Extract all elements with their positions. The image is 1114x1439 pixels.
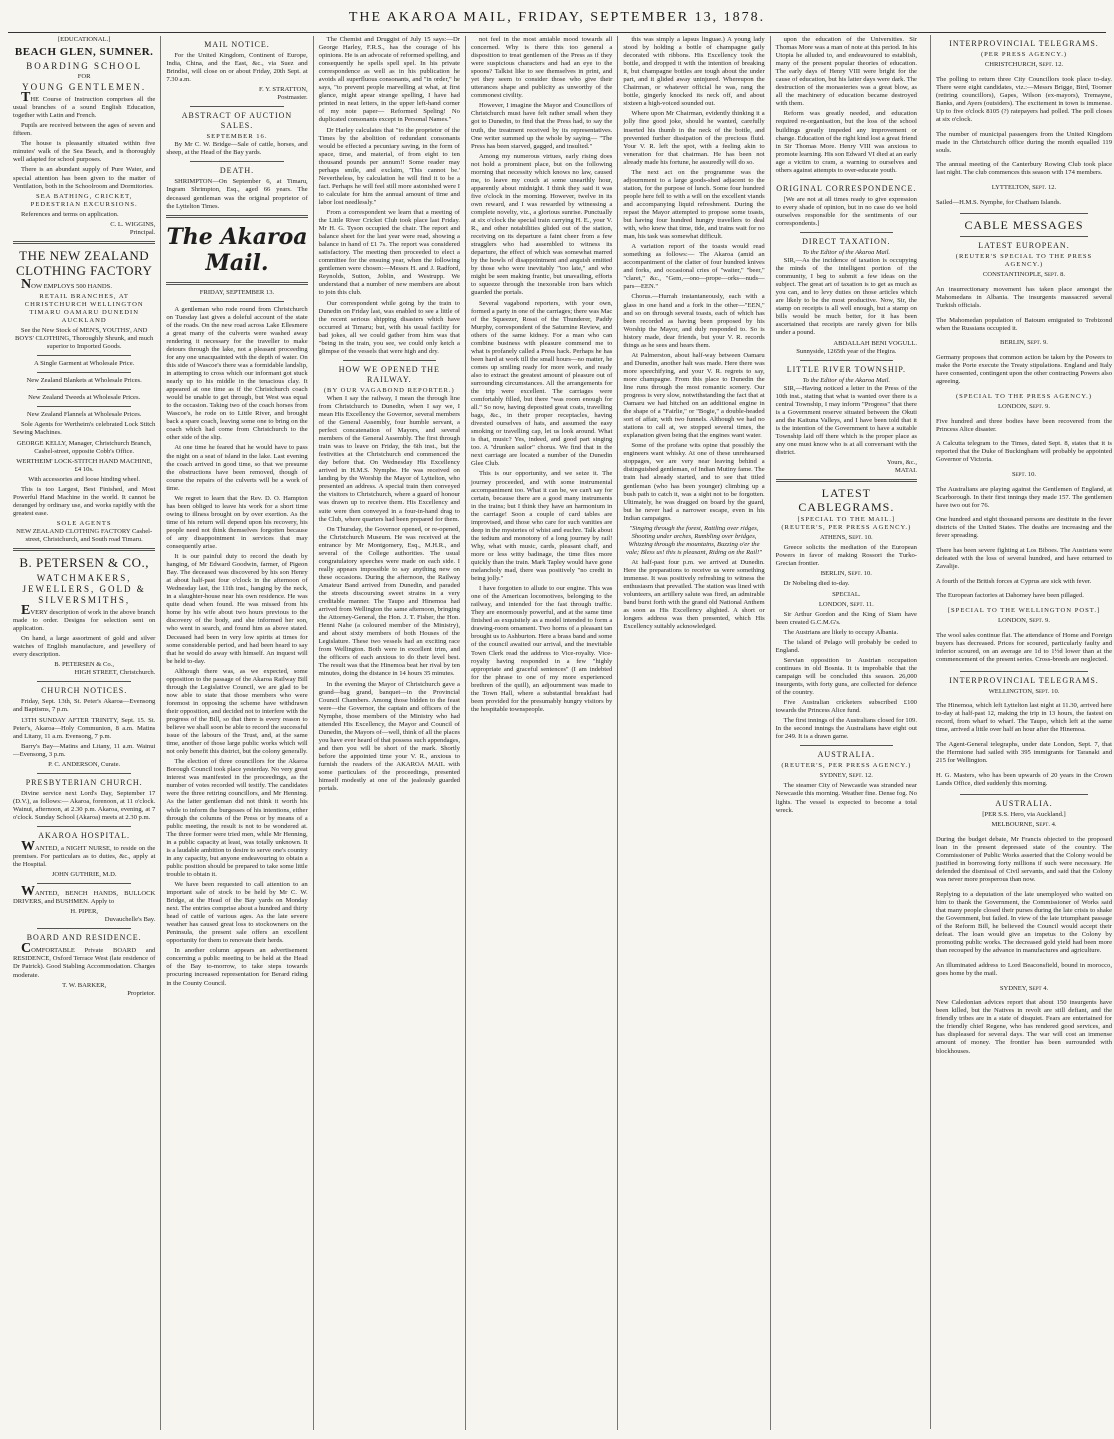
school-sign: C. L. WIGGINS, — [110, 220, 156, 228]
dateline: CONSTANTINOPLE, Sept. 8. — [982, 271, 1066, 279]
cable-text: Servian opposition to Austrian occupation continues in old Bosnia. It is improbable that the campaign will be concluded this season. 26,000 insurgents, with forty guns, are collected for defence of the country. — [775, 656, 917, 697]
cable-text: Five Australian cricketers subscribed £100 towards the Princess Alice fund. — [775, 699, 917, 715]
little-river-text: SIR,—Having noticed a letter in the Press of the 10th inst., stating that what is wanted over there is a central Township, I may inform "Progress" that there is a Government reserve situated between the Okuti and the Kaituna Valleys, and I have been told that it is the intention of the Government to have a suitable Township laid off there which is the proper place as any one must know who is at all conversant with the district. — [775, 384, 917, 457]
dateline: CHRISTCHURCH, Sept. 12. — [984, 61, 1064, 69]
date-line: FRIDAY, SEPTEMBER 13. — [199, 288, 275, 296]
divider — [800, 179, 893, 180]
divider — [37, 372, 131, 373]
bench-addr: Duvauchelle's Bay. — [104, 916, 156, 924]
factory-name: THE NEW ZEALAND CLOTHING FACTORY — [15, 247, 153, 278]
little-river-name: MATAI. — [894, 467, 917, 475]
petersen-addr: HIGH STREET, Christchurch. — [74, 669, 156, 677]
australia-sub: (REUTER'S, PER PRESS AGENCY.) — [781, 762, 912, 770]
article-paragraph: It is our painful duty to record the death by hanging, of Mr Edward Goodwin, farmer, of Pigeon Bay. The deceased was discovered by his son Henry at about half-past four o'clock in the afternoon of Wednesday last, the 11th inst., hanging by the neck, in a slaughter-house near his own residence. He was quite dead when found. He was missed from his home by his wife about two hours previous to the discovery of the body, and she informed her son, who went in search, and found him as above stated. Deceased had been in very low spirits at times for some considerable period, and had been heard to say that he would do away with himself. An inquest will be held to-day. — [166, 553, 308, 665]
divider — [37, 406, 131, 407]
cable-text: The island of Pelago will probably be ceded to England. — [775, 638, 917, 654]
telegram-text: The polling to return three City Councillors took place to-day. There were eight candidates, viz.:—Messrs Brigge, Bird, Toomer (retiring councillors), Gapes, Wilson (ex-mayors), Tremayne, Banks, and Ayers (outsiders). The excitement in town is immense. Up to five o'clock 8105 (?) ratepayers had polled. The poll closes at six o'clock. — [936, 75, 1112, 123]
column-1 — [8, 36, 160, 1430]
wertheim-title: WERTHEIM' LOCK-STITCH HAND MACHINE, £4 10s. — [16, 457, 153, 473]
divider — [37, 389, 131, 390]
cable-text: The first innings of the Australians closed for 109. In the second innings the Australians have eight out for 249. It is a drawn game. — [775, 717, 917, 741]
sole-agents: SOLE AGENTS — [56, 519, 112, 527]
factory-line-4: New Zealand Flannels at Wholesale Prices. — [26, 411, 142, 419]
divider — [800, 232, 893, 233]
school-name: BEACH GLEN, SUMNER. — [14, 46, 154, 59]
mail-heading: MAIL NOTICE. — [204, 40, 270, 49]
article-paragraph: A gentleman who rode round from Christchurch on Tuesday last gives a doleful account of the state of the roads. On the new road across Lake Ellesmere a great many of the culverts were washed away rendering it necessary for the traveller to make detours through the lake, not a pleasant proceeding for any one unacquainted with the depth of water. On this side of Wascoe's there was a formidable landslip, in attempting to cross which our informant got stuck nearly up to his middle in the tenacious clay. It appeared at one time as if the Christchurch coach would be unable to get through, but West was equal to the occasion. Taking two of the coach horses from Wascoe's, he rode on to Little River, and brought back a spare coach, leaving some one to bring on the coach which had come from Christchurch to the other side of the slip. — [166, 305, 308, 442]
taxation-text: SIR,—As the incidence of taxation is occupying the minds of the intelligent portion of the community, I beg to submit a few ideas on the subject. The great art of taxation is to get as much as you can, and to levy duties on those articles which are likely to be the most productive. Now, Sir, the stamp on receipts is all well enough, but a stamp on bills would be much better, for it has been ascertained that receipts are rarely given for bills under a pound. — [775, 257, 917, 337]
board-heading: BOARD AND RESIDENCE. — [26, 933, 142, 943]
hero-sub: [PER S.S. Hero, via Auckland.] — [982, 811, 1066, 819]
sole-agents-2: NEW ZEALAND CLOTHING FACTORY Cashel-street, Christchurch, and South road Timaru. — [16, 527, 153, 544]
factory-line-3: New Zealand Tweeds at Wholesale Prices. — [28, 394, 141, 402]
telegram-text: H. G. Masters, who has been upwards of 20 years in the Crown Lands Office, died suddenly this morning. — [936, 771, 1112, 787]
article-paragraph: not feel in the most amiable mood towards all concerned. Why is there this too general a disposition to treat gentlemen of the Press as if they were suspicious characters and had an eye to the spoons? Talkist like to see themselves in print, and yet they seem to consider those who give their utterances shape and publicity as unworthy of the commonest civility. — [470, 36, 613, 100]
cable-text: Dr Nobeling died to-day. — [783, 580, 850, 588]
dateline: SYDNEY, Sept. 12. — [819, 772, 873, 780]
column-7 — [930, 35, 1114, 1429]
school-sports: SEA BATHING, CRICKET, PEDESTRIAN EXCURSIONS. — [30, 192, 138, 208]
article-paragraph: Among my numerous virtues, early rising does not hold a prominent place, but on the following morning that necessity which knows no law, caused me, to leave my couch at some unearthly hour, apparently about midnight. I think they said it was five o'clock in the morning. However, twelve in its own reward, and I was rewarded by witnessing a complete novelty, viz., a glorious sunrise. Punctually at six o'clock the special train carrying H. E., your V. R., and other notabilities glided out of the station, receiving on its departure a faint cheer from a few stragglers who had assembled to witness its departure, the effect of which was somewhat marred by the howls of disappointment and anguish emitted by those who were inevitably "too late," and who might be seen making frantic, but unavailing, efforts to squeeze through the inexorable iron bars which guarded the portals. — [470, 152, 613, 297]
factory-stock: See the New Stock of MEN'S, YOUTHS', AND BOYS' CLOTHING, Thoroughly Shrunk, and much superior to Imported Goods. — [15, 327, 154, 351]
death-text: SHRIMPTON—On September 6, at Timaru, Ingram Shrimpton, Esq., aged 66 years. The deceased gentleman was the original proprietor of the Lyttelton Times. — [166, 178, 308, 210]
article-paragraph: In another column appears an advertisement concerning a public meeting to be held at the Head of the Bay to-morrow, to take steps towards procuring increased representation for Berard riding in the County Council. — [166, 947, 308, 987]
telegram-text: A Calcutta telegram to the Times, dated Sept. 8, states that it is reported that the Duke of Buckingham will probably be appointed Governor of Victoria. — [936, 440, 1112, 464]
article-paragraph: The election of three councillors for the Akaroa Borough Council took place yesterday. No very great interest was manifested in the proceedings, as the number of votes recorded will testify. The candidates were the three retiring councillors, and Mr Henning. As the latter gentleman did not think it worth his while to inform the burgesses of his intentions, either through the columns of the Press or by means of a public meeting, the result is not to be wondered at. The three former were tried men, while Mr Henning, in a public capacity at least, was totally unknown. It is a laudable ambition to desire to serve one's country in any capacity, but anyone endeavouring to obtain a public position should be prepared to take some little trouble to obtain it. — [166, 758, 308, 878]
school-for: FOR — [77, 73, 91, 81]
article-paragraph: However, I imagine the Mayor and Councillors of Christchurch must have felt rather small when they got to Dunedin, to find that the Press had, to say the truth, the treatment received by its representatives. One writer summed up the whole by saying— "The Press has been starved, gagged, and insulted." — [470, 102, 613, 150]
taxation-addr: Sunnyside, 1265th year of the Hegira. — [796, 347, 897, 355]
article-paragraph: The Chemist and Druggist of July 15 says:—Dr George Harley, F.R.S., has the courage of his opinions. He is an advocate of reformed spelling, and consequently he spells spell spel. In his private correspondence as well as in his publication he avoids all superfluous consonants, and "in order," he says, "to prevent people marvelling at what, at first glance, might apear strange spelling, I have had printed in neat letters, in the upper left-hand corner of my note paper— Reformed Speling! No duplicated consonants except in Personal Names." — [318, 36, 460, 124]
article-paragraph: A variation report of the toasts would read something as follows:— The Akaroa (amid an accompaniment of the clatter of four hundred knives and forks, and occasional cries of "waiter," "beer," "claret," &c., "Gem,—ono—prope—orks—nuds—pars—EEN." — [623, 243, 765, 291]
school-role: Principal. — [129, 228, 156, 236]
dateline: Sept. 10. — [1011, 470, 1037, 478]
article-paragraph: From a correspondent we learn that a meeting of the Little River Cricket Club took place last Friday. Mr H. G. Tyson occupied the chair. The report and balance sheet for the last year were read, showing a balance in hand of £1 7s. The report was considered satisfactory. The meeting then proceeded to elect a committee for the ensuing year, when the following gentlemen were chosen:—Messrs H. and J. Radford, Reynolds, Sutton, Joblin, and Westrupp. We understand that a number of new members are about to join this club. — [318, 208, 460, 297]
dateline: ATHENS, Sept. 10. — [819, 534, 873, 542]
article-paragraph: When I say the railway, I mean the through line from Christchurch to Dunedin, when I say we, I mean His Excellency the Governor, several members of the General Assembly, four humble servant, a perfect concatenation of Mayors, and several members of the General Assembly. The first through train was to leave on Friday, the 6th inst., but the festivities at the Christchurch end commenced the day before that. On Wednesday His Excellency arrived in H.M.S. Nymphe. He was received on landing by the Worship the Mayor of Lyttelton, who presented an address. A special train then conveyed the visitors to Christchurch, where a guard of honour was drawn up to receive them. His Excellency and suite were then conveyed in a four-in-hand drag to the Club, where quarters had been prepared for them. — [318, 394, 460, 523]
australia-heading: AUSTRALIA. — [817, 750, 875, 760]
dateline: MELBOURNE, Sept. 4. — [991, 821, 1057, 829]
telegram-text: Germany proposes that common action be taken by the Powers to make the Porte execute the Treaty stipulations. England and Italy have consented, contingent upon the other contracting Powers also agreeing. — [936, 354, 1112, 386]
factory-branches: RETAIL BRANCHES, AT CHRISTCHURCH WELLINGTON TIMARU OAMARU DUNEDIN AUCKLAND — [24, 292, 144, 325]
columns — [8, 36, 922, 1430]
article-paragraph: upon the education of the Universities. Sir Thomas More was a man of note at this period. In his Utopia he alluded to, and endeavoured to establish, many of the present popular theories of education. The early days of Henry VIII were bright for the cause of education, but his latter days were dark. The destruction of the monasteries was a great blow, as all the machinery of education became destroyed with them. — [775, 36, 917, 108]
article-paragraph: At Palmerston, about half-way between Oamaru and Dunedin, another halt was made. Here there was more speechifying, and your V. R. regrets to say, more champagne. From this place to Dunedin the line runs through the most romantic scenery. Our progress is very slow, notwithstanding the fact that at Oamaru we had hitched on an additional engine in the shape of a "Fairlie," or "Bogie," a double-headed sort of affair, with two funnels. Although we had no stations to call at, we stopped several times, the explanation given being that the engines want water. — [623, 351, 765, 440]
petersen-text-2: On hand, a large assortment of gold and silver watches of English manufacture, and jewellery of every description. — [13, 635, 156, 659]
telegram-text: Five hundred and three bodies have been recovered from the Princess Alice disaster. — [936, 417, 1112, 433]
wertheim-text: This is too Largest, Best Finished, and Most Powerful Hand Machine in the world. It cannot be deranged by ordinary use, and works rapidly with the greatest ease. — [13, 485, 156, 517]
educational-label: [EDUCATIONAL.] — [57, 36, 111, 43]
divider — [13, 241, 155, 244]
cable-messages-heading: CABLE MESSAGES — [964, 218, 1084, 233]
cable-text: The Austrians are likely to occupy Albania. — [783, 628, 899, 636]
masthead: THE AKAROA MAIL, FRIDAY, SEPTEMBER 13, 1878. — [8, 4, 1106, 33]
telegram-text: An illuminated address to Lord Beaconsfield, bound in morocco, goes home by the mail. — [936, 961, 1112, 977]
column-5 — [617, 36, 769, 1430]
little-river-heading: LITTLE RIVER TOWNSHIP. — [786, 364, 906, 374]
poem: "Singing through the forest, Rattling over ridges, Shooting under arches, Rumbling over bridges, Whizzing through the mountains, Buzzing o'er the vale; Bless us! this is pleasant, Riding on the Rail!" — [625, 524, 763, 556]
article-paragraph: Dr Harley calculates that "to the proprietor of the Times by the abolition of redundant consonants would be effected a pecuniary saving, in the form of space, time, and material, of from eight to ten thousand pounds per annum!! Some reader may perhaps smile, and exclaim, 'This cannot be.' Nevertheless, by calculation he will find it to be a fact. Perhaps he will feel still more astonished were I to calculate for him the annual amount of time and labor lost needlessly." — [318, 126, 460, 206]
dateline: BERLIN, Sept. 9. — [1000, 339, 1048, 347]
hospital-text: WANTED, a NIGHT NURSE, to reside on the premises. For particulars as to duties, &c., apply at the Hospital. — [13, 839, 156, 869]
auction-date: SEPTEMBER 16. — [206, 133, 268, 141]
article-paragraph: this was simply a lapsus linguae.) A young lady stood by holding a bottle of champagne gaily decorated with ribbons. His Excellency took the bottle, and dropped it with the intention of breaking it, but champagne bottles are tough about the under part, and it glided away uninjured. Whereupon the Chairman, or whatever official he was, rang the bottle, gingerly knocked its neck off, and about sixteen a high-voiced sounded out. — [623, 36, 765, 108]
taxation-to: To the Editor of the Akaroa Mail. — [802, 248, 891, 256]
taxation-sign: ABDALLAH BENI VOGULL. — [833, 339, 917, 347]
wellington-post-sub: [SPECIAL TO THE WELLINGTON POST.] — [947, 607, 1101, 615]
latest-sub-2: (REUTER'S, PER PRESS AGENCY.) — [781, 524, 912, 532]
article-paragraph: This is our opportunity, and we seize it. The journey proceeded, and with some instrumental accompaniment too. What it can be, we can't say for certain, because there are a good many instruments in the trains; but I think they have an harmonium in the carriage! Soon a couple of card tables are improvised, and those who care for such vanities are deep in the mysteries of whist and euchre. Talk about the tedium and monotony of a long journey by rail! Why, what with music, cards, pleasant chaff, and more or less witty badinage, the time flies more quickly than the train. Mark Tapley would have gone melancholy mad, there was positively "no credit in being jolly." — [470, 470, 613, 583]
school-text-2: Pupils are received between the ages of seven and fifteen. — [13, 122, 156, 138]
railway-byline: (BY OUR VAGABOND REPORTER.) — [323, 386, 455, 394]
petersen-name: B. PETERSEN & CO., — [19, 555, 149, 571]
divider — [960, 671, 1088, 672]
telegram-text: The number of municipal passengers from the United Kingdom made in the Christchurch office during the month equalled 119 souls. — [936, 130, 1112, 154]
interprovincial-heading: INTERPROVINCIAL TELEGRAMS. — [949, 39, 1099, 48]
presby-text: Divine service next Lord's Day, September 17 (D.V.), as follows:— Akaroa, forenoon, at 11 o'clock. Wainui, afternoon, at 2.30 p.m. Akaroa, evening, at 7 o'clock. Sunday School (Akaroa) meets at 2.30 p.m. — [13, 789, 156, 821]
church-text-3: Barry's Bay—Matins and Litany, 11 a.m. Wainui—Evensong, 3 p.m. — [13, 742, 156, 758]
divider — [190, 106, 283, 107]
factory-agents: Sole Agents for Wertheim's celebrated Lock Stitch Sewing Machines. — [13, 421, 156, 437]
railway-heading: HOW WE OPENED THE RAILWAY. — [338, 364, 440, 384]
little-river-to: To the Editor of the Akaroa Mail. — [802, 376, 891, 384]
column-2 — [160, 36, 312, 1430]
mail-sign: F. Y. STRATTON, — [259, 86, 308, 94]
school-refs: References and terms on application. — [21, 210, 119, 218]
divider — [37, 773, 131, 774]
dateline: LYTTELTON, Sept. 12. — [991, 183, 1057, 191]
cable-text: Greece solicits the mediation of the European Powers in favor of making Rossori the Turko-Grecian frontier. — [775, 544, 917, 568]
board-text: COMFORTABLE Private BOARD and RESIDENCE, Oxford Terrace West (late residence of Dr Patrick). Good Stabling Accommodation. Charges moderate. — [13, 941, 156, 979]
divider — [37, 355, 131, 356]
telegram-text: The annual meeting of the Canterbury Rowing Club took place last night. The club commences this season with 174 members. — [936, 161, 1112, 177]
article-paragraph: In the evening the Mayor of Christchurch gave a grand—bag grand, banquet—in the Provincial Council Chambers. Among those bidden to the feast were—the Governor, the captain and officers of the Nymphe, those members of the Ministry who had attended His Excellency, the Mayor and Council of Dunedin, the Mayors of—well, think of all the places you have ever heard of that possess such appendages, and then you will be short of the mark. Shortly before the appointed time your V. R., anxious to furnish the readers of the AKAROA MAIL with some particulars of the proceedings, presented himself modestly at one of the jealously guarded portals. — [318, 680, 460, 793]
article-paragraph: Reform was greatly needed, and education required re-organisation, but the loss of the school buildings greatly impeded any improvement or change. Education of the right kind lost a great friend in Sir Thomas More. Henry VIII was anxious to promote learning. His son Edward VI died at an early age a victim to cram, a warning to ourselves and others against attempts to over-educate youth. — [775, 110, 917, 174]
church-text-2: 13TH SUNDAY AFTER TRINITY, Sept. 15. St. Peter's, Akaroa—Holy Communion, 8 a.m. Matins and Litany, 11 a.m. Evensong, 7 p.m. — [13, 716, 156, 740]
wertheim-sub: With accessories and loose hinding wheel. — [28, 475, 141, 483]
dateline: WELLINGTON, Sept. 10. — [988, 687, 1060, 695]
presby-heading: PRESBYTERIAN CHURCH. — [25, 777, 143, 787]
factory-line-2: New Zealand Blankets at Wholesale Prices. — [26, 377, 142, 385]
divider — [800, 745, 893, 746]
mail-text: For the United Kingdom, Continent of Europe, India, China, and the East, &c., via Suez and Brindisi, will close on or about Friday, 20th Sept. at 7.30 a.m. — [166, 52, 308, 84]
latest-european-heading: LATEST EUROPEAN. — [978, 241, 1070, 251]
telegram-text: An insurrectionary movement has taken place amongst the Mahomedans in Albania. The insurgents massacred several Turkish officials. — [936, 286, 1112, 310]
article-paragraph: We have been requested to call attention to an important sale of stock to be held by Mr C. W. Bridge, at the Head of the Bay yards on Monday next. The entries comprise about a hundred and thirty head of cattle of various ages. As the late severe weather has caused great loss to stockowners on the Peninsula, the present sale offers an excellent opportunity for them to renovate their herds. — [166, 880, 308, 945]
article-paragraph: Several vagabond reporters, with your own, formed a party in one of the carriages; there was Mac of the Squeezer, Rossi of the Thunderer, Paddy Murphy, correspondent of the Saturnine Review, and others of the same kidney. For a man who can combine business with pleasure commend me to what is profanely called a Press hack. Perhaps he has been hard at work till the small hours—no matter, he comes up smiling ready for more work, and ready also to extract the greatest amount of pleasure out of surrounding circumstances. All the arrangements for the trip were excellent. The carriages were comfortably filled, but there "was room enough for all." So now, having deposited great coats, travelling bags, &c., in their proper receptacles, having divested ourselves of hats, and assumed the easy smoking or travelling cap, let us look around. What is that, music? Yes, indeed, and good part singing too. A "drunken sailor" chorus. We find that in the next carriage are located a number of the Dunedin Glee Club. — [470, 299, 613, 468]
column-3 — [313, 36, 465, 1430]
article-paragraph: At half-past four p.m. we arrived at Dunedin. Here the preparations to receive us were something immense. It was positively refreshing to witness the enthusiasm that prevailed. The station was lined with volunteers, an artillery salute was fired, an admirable band burst forth with the grand old National Anthem as soon as His Excellency alighted. A short or longers address was then presented, which His Excellency suitably acknowledged. — [623, 558, 765, 631]
cable-text: The steamer City of Newcastle was stranded near Newcastle this morning. Weather fine. Dense fog. No lights. The vessel is expected to become a total wreck. — [775, 782, 917, 814]
church-heading: CHURCH NOTICES. — [41, 686, 128, 696]
article-paragraph: Although there was, as we expected, some opposition to the passage of the Akaroa Railway Bill through the Legislative Council, we are glad to be now able to state that those members who were foremost in opposing the scheme have withdrawn their opposition, and decided not to interfere with the progress of the Bill, so that there is every reason to believe we shall soon be able to record the successful issue of the labours of the Trust, and, at the same time, another of those large public works which will not only benefit this district, but the colony generally. — [166, 667, 308, 756]
petersen-text: EVERY description of work in the above branch made to order. Designs for selection sent on application. — [13, 603, 156, 633]
dateline: BERLIN, Sept. 10. — [820, 570, 872, 578]
article-paragraph: Some of the profane wits opine that possibly the engineers want whisky. At one of these unrehearsed stoppages, we are very near leaving behind a distinguished gentleman, of Indian Mutiny fame. The train had already started, and to see that titled gentleman (who has been younger) climbing up a bush path to catch it, was a sight not to be forgotten. Ultimately, he was dragged on board by the guard, but he never had a narrower escape, even in his Indian campaigns. — [623, 442, 765, 522]
death-heading: DEATH. — [219, 166, 255, 176]
article-paragraph: Chorus.—Hurrah instantaneously, each with a glass in one hand and a fork in the other—"EEN," and so on through several toasts, each of which has been recorded as having been proposed by his Worship the Mayor, and duly responded to. So is history made, dear friends, but your V. R. records things as he sees and hears them. — [623, 293, 765, 349]
school-who: YOUNG GENTLEMEN. — [22, 82, 147, 93]
latest-sub: [SPECIAL TO THE MAIL.] — [797, 516, 896, 524]
divider — [166, 282, 307, 285]
telegram-text: Sailed—H.M.S. Nymphe, for Chatham Islands. — [936, 198, 1062, 206]
divider — [37, 928, 131, 929]
cable-text: Sir Arthur Gordon and the King of Siam have been created G.C.M.G's. — [775, 610, 917, 626]
bench-text: WANTED, BENCH HANDS, BULLOCK DRIVERS, and BUSHMEN. Apply to — [13, 884, 156, 906]
auction-text: By Mr C. W. Bridge—Sale of cattle, horses, and sheep, at the Head of the Bay yards. — [166, 141, 308, 157]
correspondence-note: [We are not at all times ready to give expression to every shade of opinion, but in no case do we hold ourselves responsible for the sentiments of our correspondents.] — [775, 195, 917, 227]
divider — [13, 548, 155, 551]
telegram-text: A fourth of the British forces at Cyprus are sick with fever. — [936, 577, 1092, 585]
divider — [37, 681, 131, 682]
church-sign: P. C. ANDERSON, Curate. — [48, 760, 121, 768]
school-text: THE Course of Instruction comprises all the usual branches of a sound English Education, together with Latin and French. — [13, 90, 156, 120]
divider — [190, 301, 283, 302]
article-paragraph: We regret to learn that the Rev. D. O. Hampton has been obliged to leave his work for a short time owing to illness brought on by over exertion. As the time of his return will depend upon his recovery, his people need not think themselves forgotten because of any disappointment in services that may consequently arise. — [166, 494, 308, 551]
telegram-text: The Mahomedan population of Batoum emigrated to Trebizond when the Russians occupied it. — [936, 316, 1112, 332]
divider — [800, 360, 893, 361]
column-4 — [465, 36, 617, 1430]
special-sub: (SPECIAL TO THE PRESS AGENCY.) — [955, 392, 1093, 400]
taxation-heading: DIRECT TAXATION. — [802, 236, 891, 246]
article-paragraph: Our correspondent while going by the train to Dunedin on Friday last, was enabled to see a little of the recent serious shipping disasters which have occurred at Timaru; but, with his usual facility for bad jokes, all we could gather from him was that "being in the train, you see, we could only ketch a glimpse of the vessels that were high and dry. — [318, 299, 460, 355]
telegram-text: The wool sales continue flat. The attendance of Home and Foreign buyers has decreased. Prices for scoured, particularly faulty and inferior scoured, on an average are 1d to 1½d lower than at the commencement of the present series. Cross-breeds are neglected. — [936, 631, 1112, 663]
little-river-sign: Yours, &c., — [886, 459, 917, 467]
telegram-text: The Agent-General telegraphs, under date London, Sept. 7, that the Hermione had sailed with 395 immigrants for Taranaki and 215 for Wellington. — [936, 740, 1112, 765]
dateline: SPECIAL. — [832, 590, 861, 598]
divider — [776, 479, 917, 482]
telegram-text: The European factories at Dahomey have been pillaged. — [936, 592, 1084, 600]
petersen-sign: B. PETERSEN & Co., — [54, 661, 115, 669]
auction-heading: ABSTRACT OF AUCTION SALES. — [181, 111, 293, 131]
telegram-text: One hundred and eight thousand persons are destitute in the fever districts of the United States. The deaths are increasing and the fever spreading. — [936, 516, 1112, 540]
school-text-3: The house is pleasantly situated within five minutes' walk of the Sea Beach, and is thoroughly well adapted for school purposes. — [13, 140, 156, 164]
factory-line-1: A Single Garment at Wholesale Price. — [34, 360, 135, 368]
article-paragraph: On Thursday, the Governor opened, or re-opened, the Christchurch Museum. He was received at the entrance by Mr Montgomery, Esq., M.H.R., and several of the College authorities. The usual congratulatory speeches were made on each side. I really appears impossible to say anything new on these occasions. During the afternoon, the Railway Amateur Band arrived from Dunedin, and paraded the streets discoursing sweet strains in a very creditable manner. The Taupo and Hinemoa had arrived from Wellington the same afternoon, bringing the Attorney-General, the Hon. J. T. Fisher, the Hon. Henni Nahe (a coloured member of the Ministry), and about sixty members of both Houses of the Legislature. These two vessels had an exciting race from Wellington. Both were in excellent trim, and the officers of each anxious to do their level best. The result was that the Hinemoa beat her rival by ten minutes, doing the distance in 14 hours 35 minutes. — [318, 525, 460, 678]
divider — [190, 161, 283, 162]
australia-heading-2: AUSTRALIA. — [995, 799, 1053, 809]
divider — [960, 794, 1088, 795]
article-paragraph: At one time he feared that he would have to pass the night on a seat of island in the lake. Last evening the coach arrived in good time, so that we presume the obstructions have been removed, though of course the repairs of the culverts will be a work of time. — [166, 444, 308, 492]
church-text: Friday, Sept. 13th, St. Peter's Akaroa—Evensong and Baptisms, 7 p.m. — [13, 698, 156, 714]
dateline: LONDON, Sept. 9. — [998, 617, 1050, 625]
mail-role: Postmaster. — [277, 94, 308, 102]
telegram-text: During the budget debate, Mr Francis objected to the proposed loan in the present depressed state of the country. The Commissioner of Public Works asserted that the Colony would be justified in borrowing forty millions if such were necessary. He defended the dismissal of Civil servants, and said that the Colony was never more prosperous than now. — [936, 836, 1112, 884]
article-paragraph: Where upon Mr Chairman, evidently thinking it a jolly fine good joke, should he wanted, carefully inserted his thumb in the neck of the bottle, and prevented further dissipation of the precious fluid. Your V. R. left the spot, with a feeling akin to veneration for that chairman. He has been not already made his fortune, he assuredly will do so. — [623, 110, 765, 166]
paper-title: The Akaroa Mail. — [166, 223, 308, 276]
dateline: LONDON, Sept. 11. — [818, 600, 874, 608]
dateline: LONDON, Sept. 9. — [998, 402, 1050, 410]
petersen-trade: WATCHMAKERS, JEWELLERS, GOLD & SILVERSMITHS, — [22, 573, 146, 606]
interprovincial-heading-2: INTERPROVINCIAL TELEGRAMS. — [949, 675, 1099, 685]
hospital-sign: JOHN GUTHRIE, M.D. — [51, 871, 117, 879]
column-6 — [770, 36, 922, 1430]
reuter-sub: (REUTER'S SPECIAL TO THE PRESS AGENCY.) — [955, 253, 1093, 269]
divider — [37, 883, 131, 884]
factory-manager: GEORGE KELLY, Manager, Christchurch Branch, Cashel-street, opposite Cobb's Office. — [16, 439, 152, 455]
divider — [166, 215, 307, 218]
interprovincial-sub: (PER PRESS AGENCY.) — [980, 51, 1068, 58]
factory-employs: NOW EMPLOYS 500 HANDS. — [21, 276, 112, 292]
board-sign: T. W. BARKER, — [62, 981, 107, 989]
hospital-heading: AKAROA HOSPITAL. — [38, 831, 131, 840]
telegram-text: New Caledonian advices report that about 150 insurgents have been killed, but the Natives in revolt are still defiant, and the friendly tribes are in a state of disquiet. Fears are entertained for the friendly chief Regene, who has rendered good services, and has displeased for several days. The war will cost an immense amount of money. The frontier has been surrounded with blockhouses. — [936, 999, 1112, 1055]
dateline: SYDNEY, Sept 4. — [999, 984, 1049, 992]
board-role: Proprietor. — [127, 989, 156, 997]
telegram-text: Replying to a deputation of the late unemployed who waited on him to thank the Government, the Commissioner of Works said that many people closed their purses during the late crisis to shake the Government, but failed. In view of the late triumphant passage of the Reform Bill, he believed the Council would accept their defeat. The loan would give an impetus to the Colony by promoting public works. The decreased gold yield had been more than recouped by the advance in manufactures and agriculture. — [936, 890, 1112, 955]
bench-sign: H. PIPER, — [70, 908, 98, 916]
telegram-text: The Hinemoa, which left Lyttelton last night at 11.30, arrived here to-day at half-past 12, making the trip in 13 hours, the fastest on record, from wharf to wharf. The Taupo, which left at the same time, arrived a little over half an hour after the Hinemoa. — [936, 702, 1112, 734]
school-text-4: There is an abundant supply of Pure Water, and special attention has been given to the matter of Ventilation, both in the Schoolroom and Dormitories. — [13, 166, 156, 190]
latest-cablegrams-heading: LATEST CABLEGRAMS. — [798, 486, 895, 515]
divider — [37, 826, 131, 827]
article-paragraph: I have forgotten to allude to our engine. This was one of the American locomotives, belonging to the railway, and intended for the fast through traffic. They are enormously powerful, and at the same time finished as exquisitely as a model intended to form a drawing-room ornament. Two horns of a pleasant tan brought us to Ashburton. Here a brass band and some of the council awaited our arrival, and the inevitable Town Clerk read the address to Vice-royalty. Vice-royalty having responded in a few "highly appropriate and graceful sentences" (I am indebted for the phrase to one of my more experienced brethren of the quill), an adjournment was made to the Town Hall, where a substantial breakfast had been provided for the presumably hungry visitors by the hospitable townspeople. — [470, 585, 613, 713]
telegram-text: There has been severe fighting at Los Biboes. The Austrians were defeated with the loss of several hundred, and have returned to Zavalije. — [936, 547, 1112, 571]
article-paragraph: The next act on the programme was the adjournment to a large goods-shed adjacent to the station, for the purpose of lunch. Some four hundred people here fell to with a will on the excellent viands and accompanying liquid refreshment. During the repast the Mayor attempted to propose some toasts, but having four hundred hungry travellers to deal with, who knew that time, tide, and trains wait for no man, his task was somewhat difficult. — [623, 168, 765, 241]
telegram-text: The Australians are playing against the Gentlemen of England, at Scarborough. In their first innings they made 157. The gentlemen have two out for 76. — [936, 485, 1112, 509]
divider — [343, 360, 436, 361]
divider — [960, 213, 1088, 214]
divider — [960, 236, 1088, 237]
school-type: BOARDING SCHOOL — [26, 61, 143, 72]
correspondence-heading: ORIGINAL CORRESPONDENCE. — [776, 183, 917, 193]
